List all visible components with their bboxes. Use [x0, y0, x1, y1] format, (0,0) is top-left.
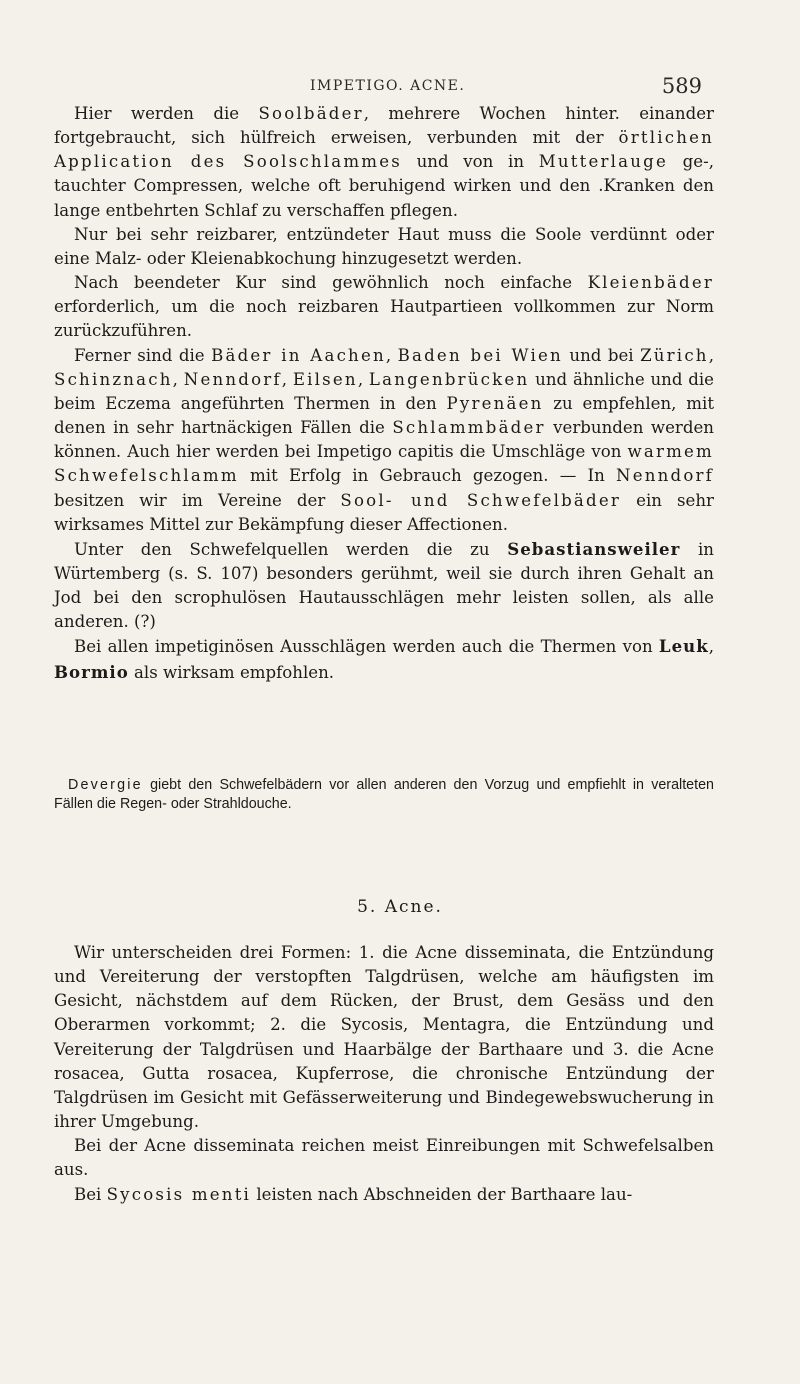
text-run: Bei allen impetiginösen Ausschlägen werden auch die Thermen von — [74, 637, 659, 657]
paragraph-formen: Wir unterscheiden drei Formen: 1. die Acne disseminata, die Entzündung und Vereiterung der verstopften Talgdrüsen, welche am häufigsten im Gesicht, nächstdem auf dem Rücken, der Brust, dem Gesäss und den Oberarmen vorkommt; 2. die Sycosis, Mentagra, die Entzündung und Vereiterung der Talgdrüsen und Haarbälge der Barthaare und 3. die Acne rosacea, Gutta rosacea, Kupferrose, die chronische Entzündung der Talgdrüsen im Gesicht mit Gefässerweiterung und Bindegewebswucherung in ihrer Umgebung. — [54, 943, 714, 1132]
emphasis-nenndorf: Nenndorf — [183, 369, 282, 389]
text-run: ein sehr wirksames Mittel zur Bekämpfung dieser Affectionen. — [54, 490, 714, 534]
paragraph-soolbaeder — [54, 102, 714, 223]
page-number: 589 — [661, 74, 702, 98]
emphasis-kleienbaeder: Kleienbäder — [587, 273, 714, 293]
paragraph-sycosis — [54, 1183, 714, 1207]
emphasis-eilsen: Eilsen — [292, 369, 358, 389]
text-run: mit Erfolg in Gebrauch gezogen. — In — [238, 466, 616, 486]
text-run: , — [281, 369, 293, 389]
emphasis-nenndorf-2: Nenndorf — [615, 466, 714, 486]
acne-text-block — [54, 941, 714, 1207]
section-heading-acne: 5. Acne. — [357, 897, 443, 917]
emphasis-schwefelschlamm: warmem Schwefelschlamm — [54, 442, 714, 486]
main-text-block — [54, 102, 714, 685]
emphasis-zuerich: Zürich — [640, 345, 709, 365]
page-header — [0, 74, 800, 104]
text-run: Unter den Schwefelquellen werden die zu — [74, 539, 508, 559]
text-run: erforderlich, um die noch reizbaren Hautpartieen vollkommen zur Norm zurückzuführen. — [54, 297, 714, 341]
text-run: Bei — [74, 1184, 107, 1204]
text-run: , — [172, 369, 184, 389]
text-run: Nach beendeter Kur sind gewöhnlich noch einfache — [74, 273, 588, 293]
text-run: und bei — [562, 345, 641, 365]
bold-sebastiansweiler: Sebastiansweiler — [507, 538, 681, 559]
text-run: ge-, tauchter Compressen, welche oft beruhigend wirken und den .Kranken den lange entbehrten Schlaf zu verschaffen pflegen. — [54, 152, 714, 220]
text-run: , — [385, 345, 398, 365]
emphasis-devergie: Devergie — [68, 777, 143, 793]
emphasis-aachen: Bäder in Aachen — [211, 345, 386, 365]
emphasis-sycosis-menti: Sycosis menti — [106, 1184, 252, 1204]
text-run: zu empfehlen, mit denen in sehr hartnäckigen Fällen die — [54, 393, 714, 438]
text-run: in Würtemberg (s. S. 107) besonders gerühmt, weil sie durch ihren Gehalt an Jod bei den scrophulösen Hautausschlägen mehr leisten sollen, als alle anderen. (?) — [54, 539, 714, 632]
text-run: , — [708, 345, 714, 365]
small-print-note — [54, 776, 714, 814]
text-run: und von in — [401, 152, 539, 172]
text-run: Ferner sind die — [74, 345, 212, 365]
emphasis-baden: Baden bei Wien — [397, 345, 563, 365]
text-run: besitzen wir im Vereine der — [54, 490, 341, 510]
emphasis-mutterlauge: Mutterlauge — [538, 152, 668, 172]
paragraph-kleienbaeder — [54, 271, 714, 343]
paragraph-thermen — [54, 344, 714, 537]
bold-bormio: Bormio — [54, 661, 129, 682]
text-run: und ähnliche und die beim Eczema angeführten Thermen in den — [54, 369, 714, 413]
text-run: , — [708, 637, 714, 657]
text-run: leisten nach Abschneiden der Barthaare lau- — [251, 1184, 633, 1204]
text-run: giebt den Schwefelbädern vor allen anderen den Vorzug und empfiehlt in veralteten Fällen die Regen- oder Strahldouche. — [54, 777, 714, 812]
emphasis-schlammbaeder: Schlammbäder — [392, 418, 546, 438]
emphasis-sool-schwefel: Sool- und Schwefelbäder — [340, 490, 622, 510]
emphasis-soolbaeder: Soolbäder — [258, 104, 364, 123]
text-run: , — [357, 369, 369, 389]
note-devergie — [54, 776, 714, 814]
text-run: verbunden werden können. Auch hier werden bei Impetigo capitis die Umschläge von — [54, 418, 714, 462]
running-head: IMPETIGO. ACNE. — [310, 78, 466, 94]
text-run: als wirksam empfohlen. — [128, 662, 335, 682]
paragraph-disseminata: Bei der Acne disseminata reichen meist Einreibungen mit Schwefelsalben aus. — [54, 1136, 714, 1180]
emphasis-pyrenaeen: Pyrenäen — [446, 393, 544, 413]
paragraph-schwefelquellen — [54, 537, 714, 635]
text-run: , mehrere Wochen hinter. einander fortgebraucht, sich hülfreich erweisen, verbunden mit der — [54, 104, 714, 148]
paragraph-impetiginoes — [54, 634, 714, 684]
emphasis-langenbruecken: Langenbrücken — [368, 369, 530, 389]
emphasis-application: örtlichen Application des Soolschlammes — [54, 128, 714, 172]
bold-leuk: Leuk — [658, 636, 709, 657]
paragraph-soole: Nur bei sehr reizbarer, entzündeter Haut muss die Soole verdünnt oder eine Malz- oder Kleienabkochung hinzugesetzt werden. — [54, 224, 714, 268]
emphasis-schinznach: Schinznach — [54, 369, 173, 389]
text-run: Hier werden die — [74, 104, 259, 123]
